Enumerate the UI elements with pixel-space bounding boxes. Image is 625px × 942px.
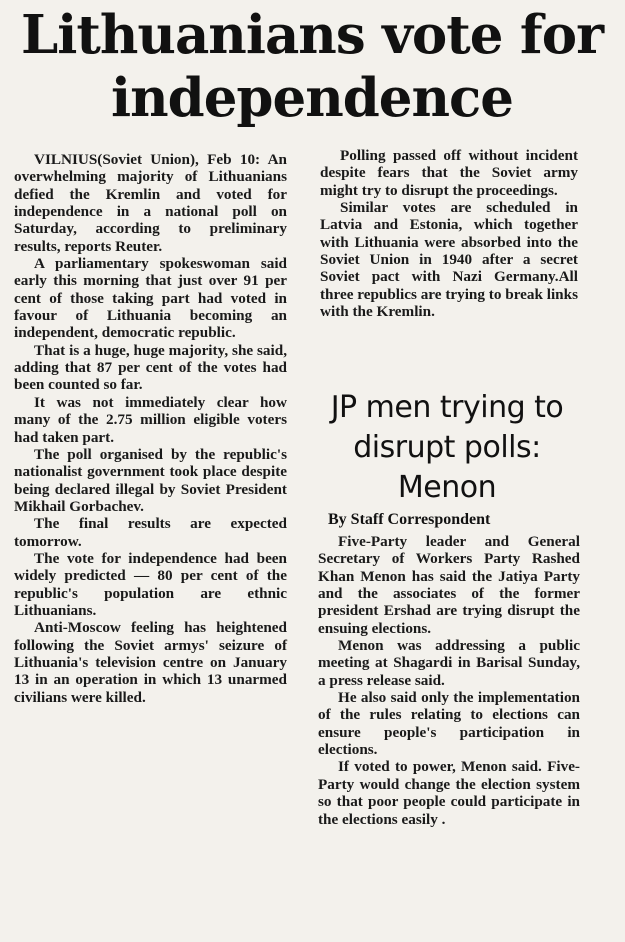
story-paragraph: VILNIUS(Soviet Union), Feb 10: An overwhelming majority of Lithuanians defied the Kremlin and voted for independence in a national poll on Saturday, according to preliminary results, reports Reuter. (14, 151, 287, 255)
story-paragraph: A parliamentary spokeswoman said early this morning that just over 91 per cent of those taking part had voted in favour of Lithuania becoming an independent, democratic republic. (14, 255, 287, 342)
story-paragraph: The vote for independence had been widely predicted — 80 per cent of the republic's population are ethnic Lithuanians. (14, 549, 287, 619)
byline: By Staff Correspondent (328, 511, 491, 528)
story-paragraph: Anti-Moscow feeling has heightened following the Soviet armys' seizure of Lithuania's television centre on January 13 in an operation in which 13 unarmed civilians were killed. (14, 619, 287, 706)
story-paragraph: Similar votes are scheduled in Latvia and Estonia, which together with Lithuania were absorbed into the Soviet Union in 1940 after a secret Soviet pact with Nazi Germany.All three republics are trying to break links with the Kremlin. (320, 199, 578, 321)
main-story-body (14, 151, 287, 706)
story-paragraph: It was not immediately clear how many of the 2.75 million eligible voters had taken part. (14, 393, 287, 446)
story-paragraph: The final results are expected tomorrow. (14, 515, 287, 550)
main-headline: Lithuanians vote for independence (21, 4, 603, 129)
second-story-body (318, 533, 580, 828)
story-paragraph: Five-Party leader and General Secretary of Workers Party Rashed Khan Menon has said the Jatiya Party and the associates of the former president Ershad are trying disrupt the ensuing elections. (318, 533, 580, 637)
story-paragraph: He also said only the implementation of the rules relating to elections can ensure people's participation in elections. (318, 689, 580, 759)
second-story-headline: JP men trying to disrupt polls: Menon (330, 390, 564, 505)
dateline: VILNIUS(Soviet Union), Feb 10: (34, 151, 261, 168)
story-paragraph: Polling passed off without incident despite fears that the Soviet army might try to disrupt the proceedings. (320, 147, 578, 199)
story-paragraph: The poll organised by the republic's nationalist government took place despite being declared illegal by Soviet President Mikhail Gorbachev. (14, 445, 287, 515)
story-paragraph: If voted to power, Menon said. Five-Party would change the election system so that poor people could participate in the elections easily . (318, 758, 580, 828)
story-paragraph: That is a huge, huge majority, she said, adding that 87 per cent of the votes had been counted so far. (14, 341, 287, 394)
main-story-continuation (320, 147, 578, 320)
story-paragraph: Menon was addressing a public meeting at Shagardi in Barisal Sunday, a press release said. (318, 637, 580, 689)
